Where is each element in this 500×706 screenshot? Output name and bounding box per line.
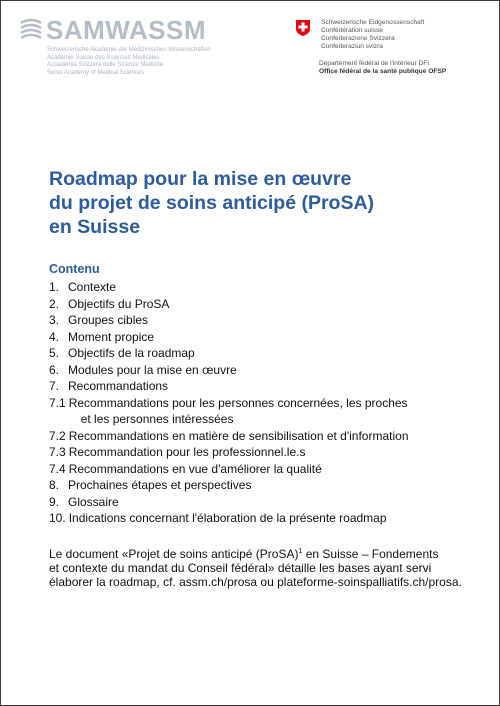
toc-number: 3. [49, 313, 60, 327]
samw-logo-block [18, 16, 211, 77]
toc-text: Objectifs du ProSA [68, 296, 170, 311]
toc-text: Objectifs de la roadmap [68, 346, 195, 360]
confederation-block [295, 19, 446, 76]
confederation-name-de: Schweizerische Eidgenossenschaft [321, 19, 425, 26]
toc-text: Recommandations en vue d'améliorer la qualité [68, 461, 322, 476]
toc-number: 7.3 [49, 445, 66, 459]
toc-text-continued: et les personnes intéressées [80, 412, 234, 426]
toc-text: Recommandations en matière de sensibilisation et d'information [68, 428, 409, 443]
toc-number: 2. [49, 296, 60, 311]
toc-item [49, 510, 469, 527]
toc-number: 7.4 [49, 461, 66, 476]
toc-item [49, 345, 469, 362]
contents-heading: Contenu [49, 262, 100, 276]
toc-item [49, 329, 469, 346]
toc-text: Moment propice [68, 329, 155, 344]
toc-item [49, 461, 469, 478]
table-of-contents [49, 279, 469, 527]
toc-number: 8. [49, 478, 60, 492]
toc-item [49, 395, 469, 428]
samw-logo-icon [18, 17, 44, 43]
toc-item [49, 296, 469, 313]
toc-text: Prochaines étapes et perspectives [68, 478, 252, 492]
confederation-name-it: Confederazione Svizzera [321, 35, 395, 42]
intro-line-1-start: Le document «Projet de soins anticipé (ProSA) [49, 547, 299, 561]
toc-number: 6. [49, 362, 60, 377]
toc-item [49, 312, 469, 329]
toc-item [49, 444, 469, 461]
intro-paragraph [49, 547, 462, 589]
toc-text: Modules pour la mise en œuvre [68, 362, 237, 377]
toc-text: Glossaire [68, 494, 119, 509]
title-line-2: du projet de soins anticipé (ProSA) [49, 192, 375, 214]
samw-wordmark: SAMWASSM [46, 15, 206, 45]
samw-name-de: Schweizerische Akademie der Medizinischen Wissenschaften [47, 47, 211, 53]
title-line-3: en Suisse [49, 216, 141, 238]
title-line-1: Roadmap pour la mise en œuvre [49, 168, 352, 190]
department-name: Département fédéral de l'intérieur DFI [319, 60, 430, 67]
toc-text: Indications concernant l'élaboration de la présente roadmap [68, 511, 387, 525]
toc-item [49, 378, 469, 395]
confederation-names [321, 19, 424, 51]
toc-number: 7. [49, 379, 60, 393]
toc-text: Recommandation pour les professionnel.le.s [68, 445, 306, 459]
confederation-name-fr: Confédération suisse [321, 27, 383, 34]
document-title [49, 167, 374, 239]
toc-number: 1. [49, 280, 60, 294]
toc-number: 9. [49, 494, 60, 509]
toc-item [49, 494, 469, 511]
toc-text: Contexte [68, 280, 117, 294]
samw-name-fr: Académie Suisse des Sciences Médicales [47, 54, 160, 61]
samw-name-it: Accademia Svizzera delle Scienze Mediche [47, 62, 164, 69]
intro-line-1-end: en Suisse – Fondements [302, 547, 439, 561]
toc-number: 5. [49, 346, 60, 360]
confederation-name-rm: Confederaziun svizra [321, 43, 383, 50]
toc-number: 7.2 [49, 428, 66, 443]
toc-number: 10. [49, 511, 66, 525]
footnote-marker: 1 [298, 548, 303, 555]
toc-text: Recommandations pour les personnes concernées, les proches [68, 395, 408, 410]
intro-line-1 [49, 547, 462, 561]
toc-number: 4. [49, 329, 60, 344]
swiss-cross-icon [295, 19, 311, 37]
toc-item [49, 279, 469, 296]
office-name: Office fédéral de la santé publique OFSP [319, 68, 447, 75]
samw-names [47, 47, 211, 77]
intro-line-2: et contexte du mandat du Conseil fédéral» détaille les bases ayant servi [49, 561, 432, 575]
samw-name-en: Swiss Academy of Medical Sciences [47, 69, 145, 76]
toc-text: Recommandations [68, 379, 169, 393]
toc-text: Groupes cibles [68, 313, 149, 327]
intro-line-3: élaborer la roadmap, cf. assm.ch/prosa ou plateforme-soinspalliatifs.ch/prosa. [49, 575, 462, 589]
toc-item [49, 428, 469, 445]
toc-item [49, 362, 469, 379]
toc-item [49, 477, 469, 494]
toc-number: 7.1 [49, 395, 66, 410]
